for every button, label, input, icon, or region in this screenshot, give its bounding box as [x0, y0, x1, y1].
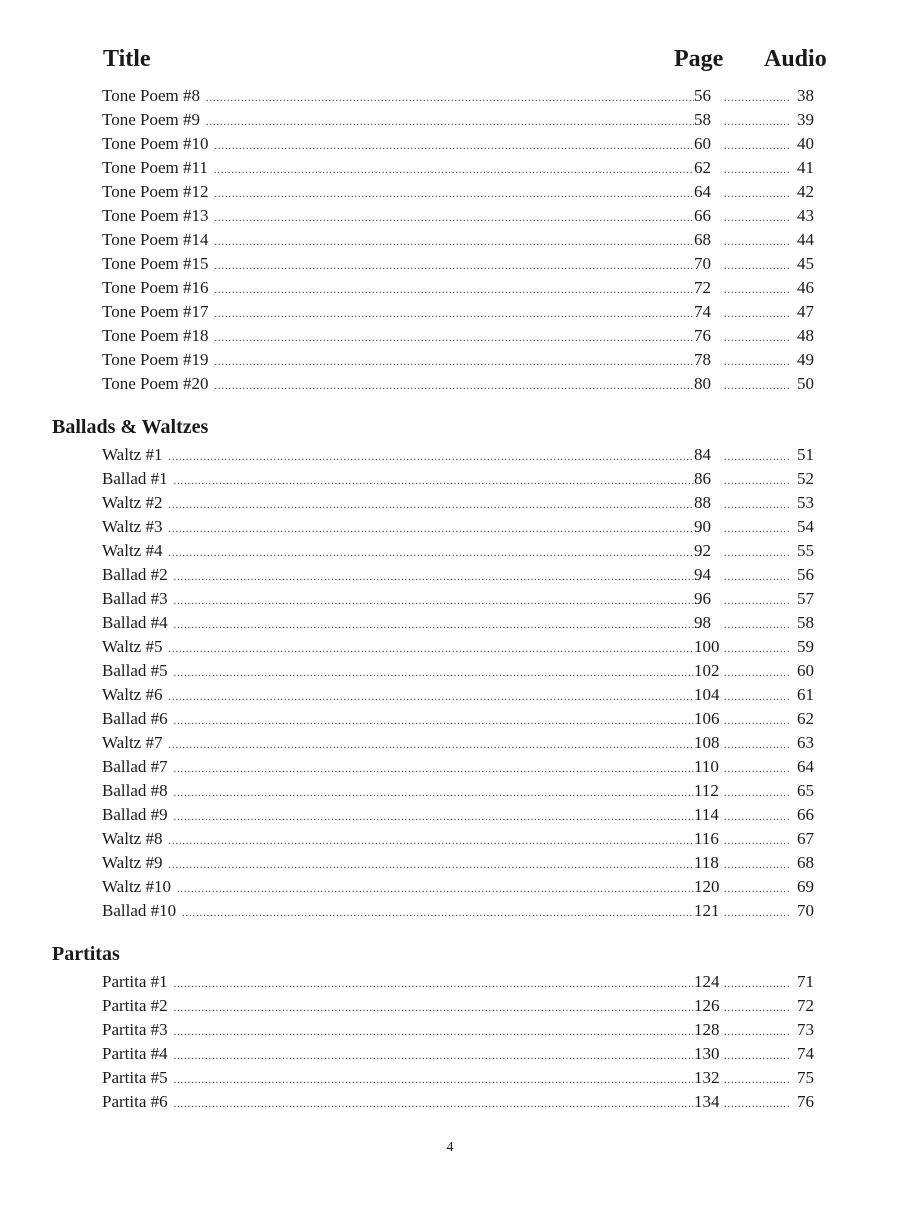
entry-page: 118 — [694, 853, 719, 872]
dot-leader — [214, 375, 694, 399]
entry-title: Ballad #1 — [102, 469, 168, 488]
entry-audio-track: 76 — [797, 1092, 814, 1111]
entry-page: 92 — [694, 541, 711, 560]
entry-audio-track: 65 — [797, 781, 814, 800]
entry-title: Partita #5 — [102, 1068, 168, 1087]
toc-entry[interactable] — [102, 515, 814, 539]
entry-audio-track: 62 — [797, 709, 814, 728]
entry-page: 98 — [694, 613, 711, 632]
entry-audio-track: 59 — [797, 637, 814, 656]
toc-entry[interactable] — [102, 539, 814, 563]
toc-entry[interactable] — [102, 659, 814, 683]
section-heading: Partitas — [52, 943, 120, 965]
entry-audio-track: 68 — [797, 853, 814, 872]
dot-leader — [724, 1093, 790, 1117]
entry-audio-track: 56 — [797, 565, 814, 584]
entry-page: 108 — [694, 733, 720, 752]
toc-entry[interactable] — [102, 851, 814, 875]
toc-entry[interactable] — [102, 970, 814, 994]
entry-page: 66 — [694, 206, 711, 225]
entry-audio-track: 51 — [797, 445, 814, 464]
toc-entry[interactable] — [102, 635, 814, 659]
entry-title: Partita #6 — [102, 1092, 168, 1111]
entry-page: 120 — [694, 877, 720, 896]
entry-page: 60 — [694, 134, 711, 153]
toc-entry[interactable] — [102, 707, 814, 731]
entry-audio-track: 60 — [797, 661, 814, 680]
toc-entry[interactable] — [102, 899, 814, 923]
entry-audio-track: 64 — [797, 757, 814, 776]
entry-title: Tone Poem #20 — [102, 374, 209, 393]
section-heading: Ballads & Waltzes — [52, 416, 209, 438]
toc-entry[interactable] — [102, 827, 814, 851]
column-header-audio: Audio — [764, 46, 827, 72]
toc-entry[interactable] — [102, 611, 814, 635]
toc-entry[interactable] — [102, 994, 814, 1018]
entry-audio-track: 46 — [797, 278, 814, 297]
entry-page: 94 — [694, 565, 711, 584]
toc-entry[interactable] — [102, 875, 814, 899]
entry-title: Waltz #5 — [102, 637, 163, 656]
entry-title: Ballad #5 — [102, 661, 168, 680]
entry-page: 100 — [694, 637, 720, 656]
entry-title: Tone Poem #16 — [102, 278, 209, 297]
toc-entry[interactable] — [102, 204, 814, 228]
entry-audio-track: 43 — [797, 206, 814, 225]
entry-title: Ballad #6 — [102, 709, 168, 728]
toc-entry[interactable] — [102, 803, 814, 827]
entry-audio-track: 72 — [797, 996, 814, 1015]
toc-entry[interactable] — [102, 587, 814, 611]
entry-audio-track: 63 — [797, 733, 814, 752]
entry-title: Ballad #10 — [102, 901, 177, 920]
entry-title: Partita #3 — [102, 1020, 168, 1039]
toc-entry[interactable] — [102, 156, 814, 180]
toc-entry[interactable] — [102, 132, 814, 156]
entry-audio-track: 66 — [797, 805, 814, 824]
entry-title: Tone Poem #12 — [102, 182, 209, 201]
toc-entry[interactable] — [102, 108, 814, 132]
entry-title: Waltz #3 — [102, 517, 163, 536]
entry-title: Waltz #4 — [102, 541, 163, 560]
entry-audio-track: 69 — [797, 877, 814, 896]
entry-audio-track: 67 — [797, 829, 814, 848]
entry-title: Tone Poem #19 — [102, 350, 209, 369]
toc-entry[interactable] — [102, 683, 814, 707]
entry-page: 106 — [694, 709, 720, 728]
entry-page: 124 — [694, 972, 720, 991]
entry-audio-track: 55 — [797, 541, 814, 560]
toc-entry[interactable] — [102, 276, 814, 300]
entry-page: 58 — [694, 110, 711, 129]
entry-audio-track: 47 — [797, 302, 814, 321]
dot-leader — [724, 375, 790, 399]
entry-audio-track: 74 — [797, 1044, 814, 1063]
entry-page: 80 — [694, 374, 711, 393]
entry-page: 88 — [694, 493, 711, 512]
toc-entry[interactable] — [102, 324, 814, 348]
toc-entry[interactable] — [102, 731, 814, 755]
entry-title: Ballad #3 — [102, 589, 168, 608]
entry-page: 78 — [694, 350, 711, 369]
toc-entry[interactable] — [102, 300, 814, 324]
entry-audio-track: 70 — [797, 901, 814, 920]
entry-audio-track: 71 — [797, 972, 814, 991]
toc-entry[interactable] — [102, 443, 814, 467]
toc-entry[interactable] — [102, 491, 814, 515]
entry-page: 126 — [694, 996, 720, 1015]
entry-audio-track: 75 — [797, 1068, 814, 1087]
entry-page: 76 — [694, 326, 711, 345]
entry-title: Ballad #9 — [102, 805, 168, 824]
entry-audio-track: 49 — [797, 350, 814, 369]
toc-entry[interactable] — [102, 467, 814, 491]
column-header-page: Page — [674, 46, 724, 72]
entry-title: Partita #2 — [102, 996, 168, 1015]
entry-page: 114 — [694, 805, 719, 824]
toc-entry[interactable] — [102, 563, 814, 587]
entry-title: Waltz #10 — [102, 877, 171, 896]
entry-title: Tone Poem #11 — [102, 158, 208, 177]
entry-title: Tone Poem #17 — [102, 302, 209, 321]
entry-title: Tone Poem #8 — [102, 86, 200, 105]
entry-page: 130 — [694, 1044, 720, 1063]
dot-leader — [174, 1093, 694, 1117]
toc-entry[interactable] — [102, 1090, 814, 1114]
entry-page: 84 — [694, 445, 711, 464]
entry-title: Tone Poem #13 — [102, 206, 209, 225]
entry-title: Partita #4 — [102, 1044, 168, 1063]
entry-title: Tone Poem #18 — [102, 326, 209, 345]
entry-audio-track: 42 — [797, 182, 814, 201]
entry-title: Ballad #7 — [102, 757, 168, 776]
entry-title: Tone Poem #14 — [102, 230, 209, 249]
entry-audio-track: 50 — [797, 374, 814, 393]
entry-audio-track: 57 — [797, 589, 814, 608]
entry-page: 90 — [694, 517, 711, 536]
toc-entry[interactable] — [102, 1018, 814, 1042]
entry-audio-track: 54 — [797, 517, 814, 536]
entry-page: 56 — [694, 86, 711, 105]
entry-page: 134 — [694, 1092, 720, 1111]
entry-page: 132 — [694, 1068, 720, 1087]
entry-page: 86 — [694, 469, 711, 488]
entry-audio-track: 41 — [797, 158, 814, 177]
entry-audio-track: 40 — [797, 134, 814, 153]
column-header-title: Title — [103, 46, 151, 72]
dot-leader — [182, 902, 694, 926]
entry-audio-track: 39 — [797, 110, 814, 129]
toc-entry[interactable] — [102, 372, 814, 396]
entry-title: Tone Poem #9 — [102, 110, 200, 129]
toc-entry[interactable] — [102, 755, 814, 779]
entry-title: Ballad #8 — [102, 781, 168, 800]
entry-page: 62 — [694, 158, 711, 177]
entry-audio-track: 73 — [797, 1020, 814, 1039]
entry-title: Waltz #9 — [102, 853, 163, 872]
entry-page: 102 — [694, 661, 720, 680]
entry-page: 70 — [694, 254, 711, 273]
entry-audio-track: 48 — [797, 326, 814, 345]
dot-leader — [724, 902, 790, 926]
entry-page: 112 — [694, 781, 719, 800]
toc-entry[interactable] — [102, 348, 814, 372]
entry-page: 68 — [694, 230, 711, 249]
entry-page: 121 — [694, 901, 720, 920]
entry-title: Tone Poem #15 — [102, 254, 209, 273]
toc-entry[interactable] — [102, 779, 814, 803]
entry-audio-track: 52 — [797, 469, 814, 488]
toc-entry[interactable] — [102, 252, 814, 276]
entry-audio-track: 38 — [797, 86, 814, 105]
entry-page: 96 — [694, 589, 711, 608]
entry-title: Ballad #4 — [102, 613, 168, 632]
toc-entry[interactable] — [102, 228, 814, 252]
entry-page: 110 — [694, 757, 719, 776]
entry-audio-track: 58 — [797, 613, 814, 632]
entry-audio-track: 44 — [797, 230, 814, 249]
entry-page: 128 — [694, 1020, 720, 1039]
entry-page: 104 — [694, 685, 720, 704]
entry-title: Partita #1 — [102, 972, 168, 991]
entry-title: Waltz #6 — [102, 685, 163, 704]
entry-page: 74 — [694, 302, 711, 321]
entry-title: Waltz #7 — [102, 733, 163, 752]
entry-title: Waltz #8 — [102, 829, 163, 848]
entry-title: Waltz #2 — [102, 493, 163, 512]
entry-title: Waltz #1 — [102, 445, 163, 464]
toc-entry[interactable] — [102, 1042, 814, 1066]
entry-title: Tone Poem #10 — [102, 134, 209, 153]
entry-page: 64 — [694, 182, 711, 201]
entry-audio-track: 45 — [797, 254, 814, 273]
page-number: 4 — [446, 1140, 454, 1155]
toc-entry[interactable] — [102, 84, 814, 108]
entry-page: 72 — [694, 278, 711, 297]
toc-entry[interactable] — [102, 180, 814, 204]
entry-audio-track: 53 — [797, 493, 814, 512]
entry-page: 116 — [694, 829, 719, 848]
entry-audio-track: 61 — [797, 685, 814, 704]
toc-entry[interactable] — [102, 1066, 814, 1090]
entry-title: Ballad #2 — [102, 565, 168, 584]
